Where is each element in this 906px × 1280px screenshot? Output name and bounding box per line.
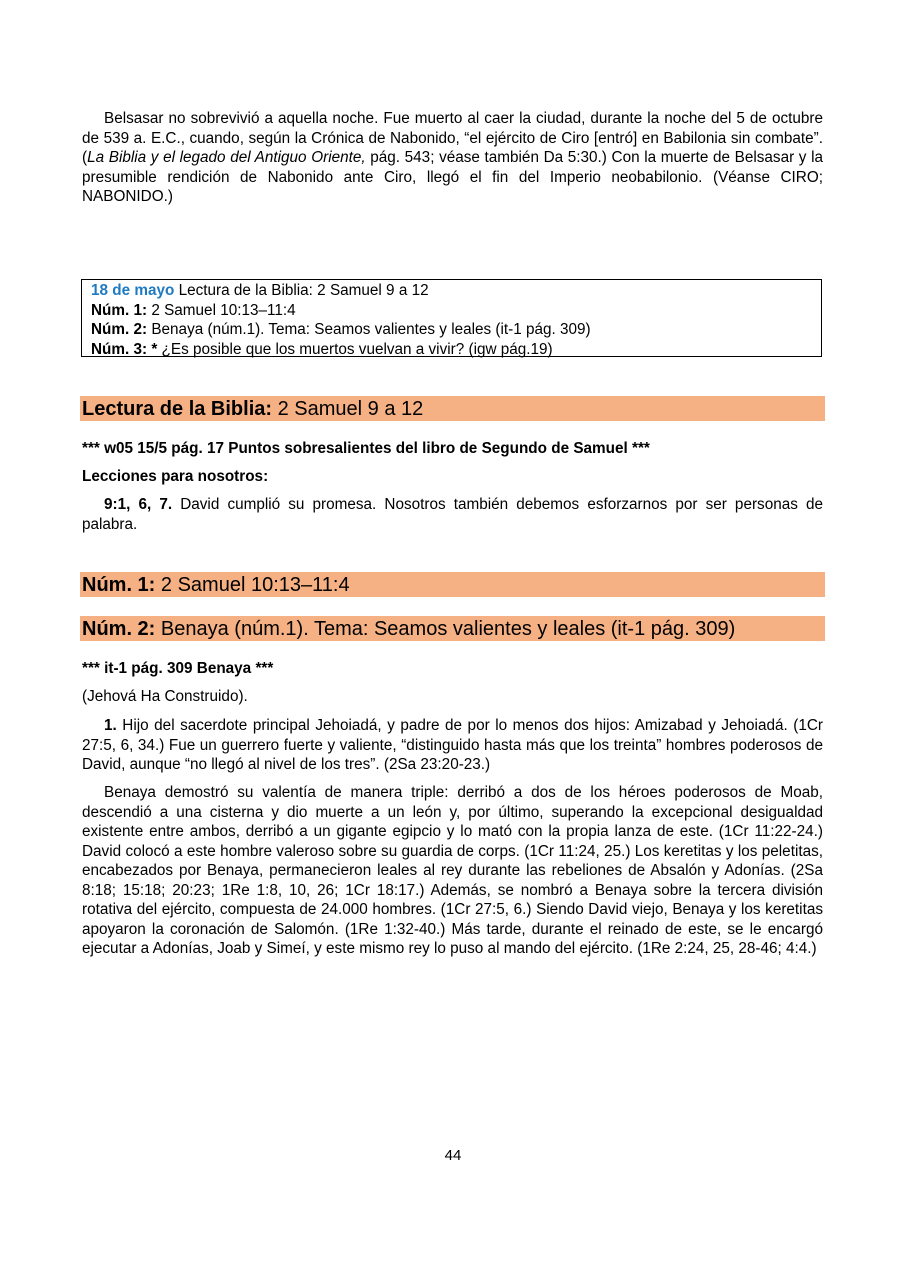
schedule-item-1 [91,301,812,321]
reading-heading-text: 2 Samuel 9 a 12 [272,398,424,420]
benaya-meaning: (Jehová Ha Construido). [82,688,248,705]
lesson-reference: 9:1, 6, 7. [104,496,173,513]
schedule-box [81,279,822,357]
num2-source: *** it-1 pág. 309 Benaya *** [82,660,274,677]
intro-citation-title: La Biblia y el legado del Antiguo Oriente, [87,149,366,166]
schedule-item-1-text: 2 Samuel 10:13–11:4 [147,301,296,319]
num2-heading-label: Núm. 2: [82,618,156,640]
benaya-paragraph-number: 1. [104,717,117,734]
schedule-reading-line [91,281,812,301]
benaya-paragraph-2: Benaya demostró su valentía de manera triple: derribó a dos de los héroes poderosos de Moab, descendió a una cisterna y dio muerte a un león y, por último, superando la excepcional desigualdad existente entre ambos, derribó a un gigante egipcio y lo mató con la propia lanza de este. (1Cr 11:22-24.) David colocó a este hombre valeroso sobre su guardia de corps. (1Cr 11:24, 25.) Los keretitas y los peletitas, encabezados por Benaya, permanecieron leales al rey durante las rebeliones de Absalón y Adonías. (2Sa 8:18; 15:18; 20:23; 1Re 1:8, 10, 26; 1Cr 18:17.) Además, se nombró a Benaya sobre la tercera división rotativa del ejército, compuesta de 24.000 hombres. (1Cr 27:5, 6.) Siendo David viejo, Benaya y los keretitas apoyaron la coronación de Salomón. (1Re 1:32-40.) Más tarde, durante el reinado de este, se le encargó ejecutar a Adonías, Joab y Simeí, y este mismo rey lo puso al mando del ejército. (1Re 2:24, 25, 28-46; 4:4.) [82,784,823,957]
intro-text-1: Belsasar no sobrevivió a aquella noche. Fue muerto al caer la ciudad, durante la noche del 5 de octubre de 539 a. E.C., cuando, según la Crónica de Nabonido, “el ejército de Ciro [entró] en Babilonia sin combate”. ( [82,110,823,166]
schedule-item-2-text: Benaya (núm.1). Tema: Seamos valientes y leales (it-1 pág. 309) [147,321,591,338]
schedule-date: 18 de mayo [91,282,175,299]
schedule-item-3-text: ¿Es posible que los muertos vuelvan a vivir? (igw pág.19) [157,340,553,358]
schedule-item-3 [91,340,812,360]
schedule-reading: Lectura de la Biblia: 2 Samuel 9 a 12 [174,282,429,299]
reading-source: *** w05 15/5 pág. 17 Puntos sobresalientes del libro de Segundo de Samuel *** [82,440,650,457]
num1-section-heading [80,572,825,597]
reading-heading-label: Lectura de la Biblia: [82,398,273,420]
lesson-paragraph [82,495,823,534]
schedule-item-2 [91,320,812,340]
num2-section-heading [80,616,825,641]
schedule-item-3-label: Núm. 3: * [91,340,158,358]
benaya-paragraph-1 [82,716,823,775]
num1-heading-text: 2 Samuel 10:13–11:4 [155,574,350,596]
intro-paragraph [82,109,823,207]
schedule-item-1-label: Núm. 1: [91,301,148,319]
intro-section [82,109,823,207]
intro-text-2: pág. 543; véase también Da 5:30.) Con la muerte de Belsasar y la presumible rendición de Nabonido ante Ciro, llegó el fin del Imperio neobabilonio. (Véanse CIRO; NABONIDO.) [82,149,823,205]
benaya-paragraph-1-text: Hijo del sacerdote principal Jehoiadá, y padre de por lo menos dos hijos: Amizabad y Jehoiadá. (1Cr 27:5, 6, 34.) Fue un guerrero fuerte y valiente, “distinguido hasta más que los treinta” hombres poderosos de David, aunque “no llegó al nivel de los tres”. (2Sa 23:20-23.) [82,717,823,773]
reading-section-heading [80,396,825,421]
lesson-text: David cumplió su promesa. Nosotros también debemos esforzarnos por ser personas de palabra. [82,496,823,533]
num1-heading-label: Núm. 1: [82,574,156,596]
schedule-item-2-label: Núm. 2: [91,321,148,338]
num2-heading-text: Benaya (núm.1). Tema: Seamos valientes y leales (it-1 pág. 309) [155,618,736,640]
page-number: 44 [444,1147,462,1164]
lessons-title: Lecciones para nosotros: [82,468,269,485]
